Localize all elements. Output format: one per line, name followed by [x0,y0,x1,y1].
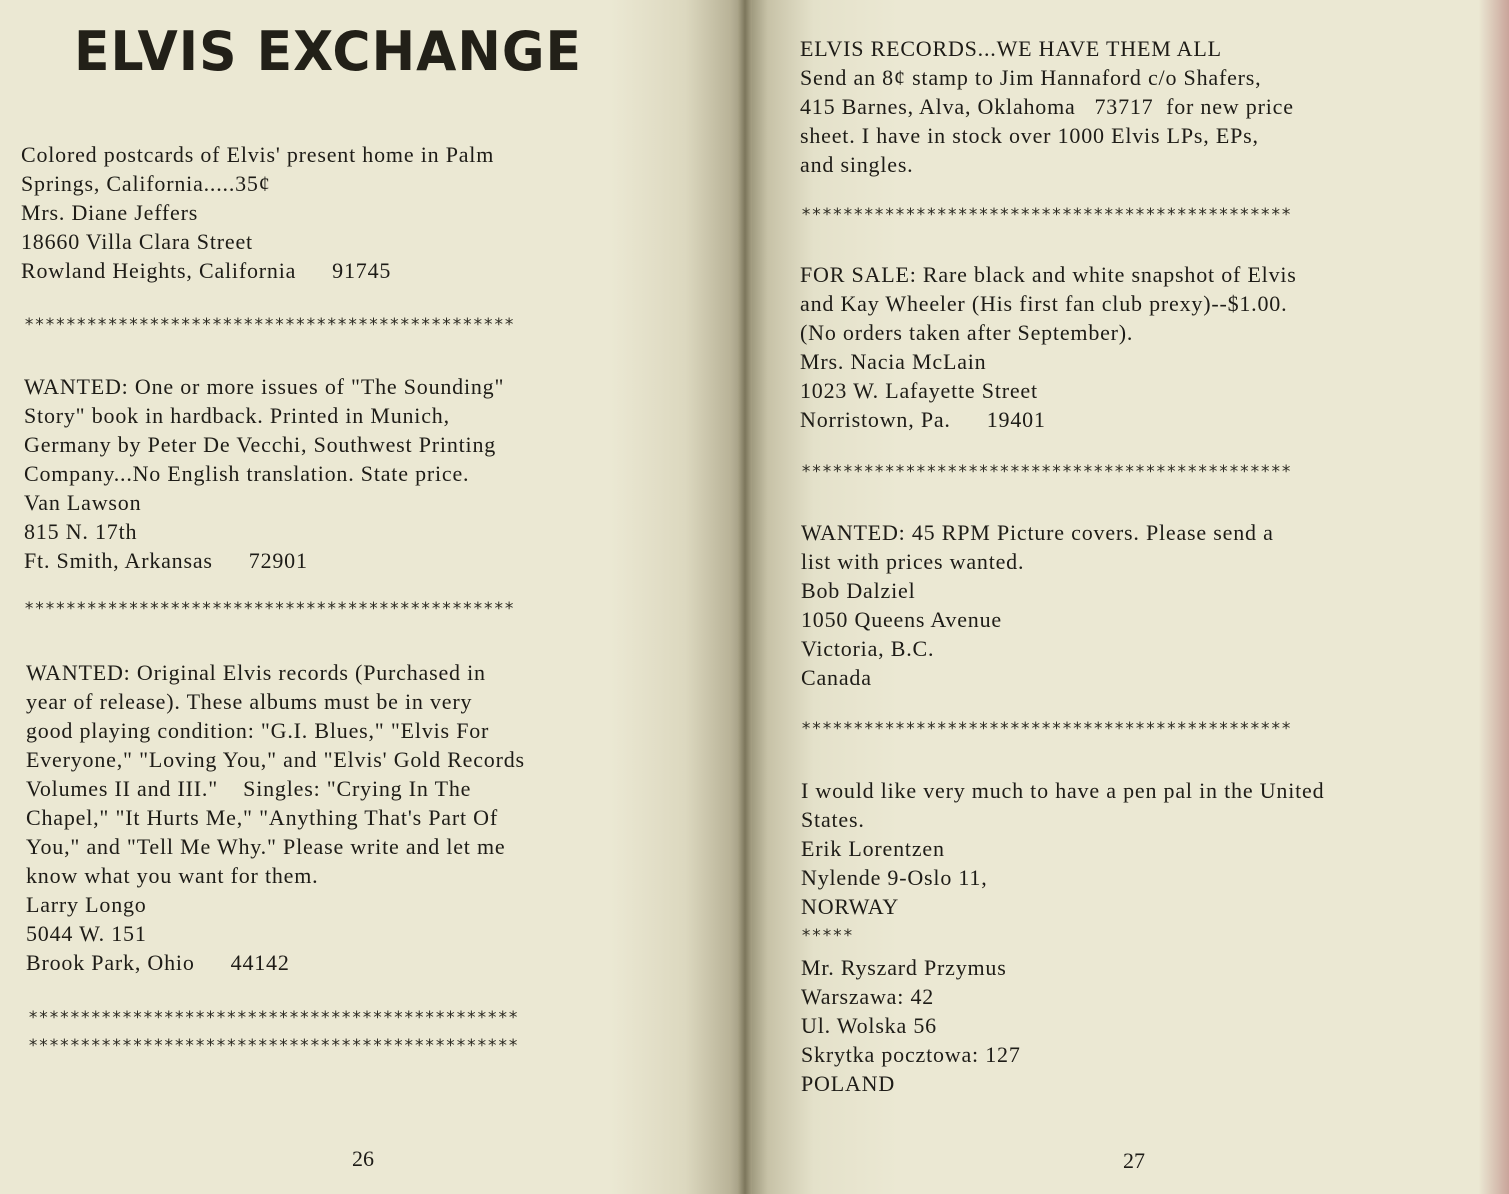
contact-street: Ul. Wolska 56 [801,1013,937,1038]
ad-text-line: list with prices wanted. [801,549,1025,574]
ad-text-line: WANTED: Original Elvis records (Purchased in [26,660,486,685]
separator: *********************************************** [24,599,515,619]
contact-city: Rowland Heights, California 91745 [21,258,392,283]
page-number: 27 [1123,1148,1145,1173]
ad-text-line: WANTED: 45 RPM Picture covers. Please send a [801,520,1274,545]
ad-text-line: Send an 8¢ stamp to Jim Hannaford c/o Shafers, [800,65,1262,90]
page-number: 26 [352,1146,374,1171]
contact-city: Victoria, B.C. [801,636,935,661]
contact-country: Canada [801,665,872,690]
book-gutter [738,0,752,1194]
contact-po-box: Skrytka pocztowa: 127 [801,1042,1021,1067]
separator: *********************************************** [24,315,515,335]
contact-city: Ft. Smith, Arkansas 72901 [24,548,308,573]
ad-text-line: ELVIS RECORDS...WE HAVE THEM ALL [800,36,1222,61]
contact-name: Larry Longo [26,892,147,917]
ad-text-line: 415 Barnes, Alva, Oklahoma 73717 for new price [800,94,1294,119]
separator: ***** [801,926,854,946]
ad-text-line: FOR SALE: Rare black and white snapshot of Elvis [800,262,1297,287]
ad-text-line: States. [801,807,865,832]
ad-text-line: Company...No English translation. State price. [24,461,470,486]
ad-text-line: Germany by Peter De Vecchi, Southwest Printing [24,432,497,457]
ad-postcards [21,140,494,285]
contact-city: Norristown, Pa. 19401 [800,407,1046,432]
ad-text-line: Chapel," "It Hurts Me," "Anything That's Part Of [26,805,498,830]
contact-zip: 91745 [332,258,392,283]
ad-text-line: WANTED: One or more issues of "The Sounding" [24,374,505,399]
right-page [745,0,1509,1194]
separator: *********************************************** [28,1036,519,1056]
contact-city: Warszawa: 42 [801,984,935,1009]
ad-text-line: Everyone," "Loving You," and "Elvis' Gold Records [26,747,525,772]
ad-text-line: sheet. I have in stock over 1000 Elvis LPs, EPs, [800,123,1259,148]
contact-zip: 19401 [986,407,1046,432]
contact-street: 18660 Villa Clara Street [21,229,253,254]
contact-name: Mrs. Diane Jeffers [21,200,199,225]
contact-zip: 44142 [230,950,290,975]
contact-street: 1050 Queens Avenue [801,607,1002,632]
ad-text-line: year of release). These albums must be in very [26,689,473,714]
contact-zip: 72901 [248,548,308,573]
ad-text-line: Colored postcards of Elvis' present home in Palm [21,142,495,167]
ad-text-line: (No orders taken after September). [800,320,1134,345]
contact-street: Nylende 9-Oslo 11, [801,865,988,890]
contact-city: Brook Park, Ohio 44142 [26,950,290,975]
ad-picture-covers [801,518,1274,692]
ad-text-line: Springs, California.....35¢ [21,171,271,196]
ad-text-line: and Kay Wheeler (His first fan club prexy)--$1.00. [800,291,1288,316]
contact-country: POLAND [801,1071,896,1096]
ad-original-records [26,658,525,977]
left-page [0,0,745,1194]
contact-name: Van Lawson [24,490,142,515]
page-title: ELVIS EXCHANGE [74,20,583,84]
ad-sounding-story [24,372,504,575]
ad-pen-pal [801,776,1324,921]
contact-street: 815 N. 17th [24,519,138,544]
contact-name: Erik Lorentzen [801,836,945,861]
contact-street: 1023 W. Lafayette Street [800,378,1038,403]
ad-pen-pal-poland [801,953,1021,1098]
contact-street: 5044 W. 151 [26,921,147,946]
ad-text-line: Volumes II and III." Singles: "Crying In The [26,776,472,801]
contact-name: Bob Dalziel [801,578,916,603]
ad-text-line: good playing condition: "G.I. Blues," "Elvis For [26,718,490,743]
separator: *********************************************** [28,1008,519,1028]
ad-elvis-records [800,34,1294,179]
contact-country: NORWAY [801,894,900,919]
separator: *********************************************** [801,462,1292,482]
ad-text-line: Story" book in hardback. Printed in Munich, [24,403,450,428]
contact-name: Mrs. Nacia McLain [800,349,987,374]
separator: *********************************************** [801,719,1292,739]
ad-text-line: know what you want for them. [26,863,319,888]
ad-text-line: and singles. [800,152,914,177]
ad-text-line: You," and "Tell Me Why." Please write and let me [26,834,506,859]
ad-text-line: I would like very much to have a pen pal in the United [801,778,1325,803]
separator: *********************************************** [801,205,1292,225]
ad-for-sale-snapshot [800,260,1297,434]
contact-name: Mr. Ryszard Przymus [801,955,1007,980]
